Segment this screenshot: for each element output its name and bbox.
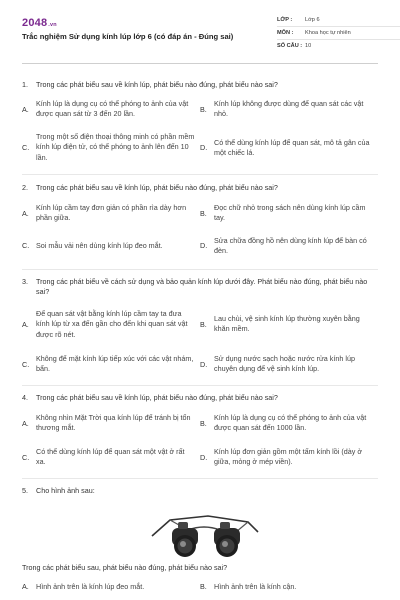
option-letter: C. — [22, 360, 30, 369]
right-lens-tube — [214, 522, 240, 557]
question-number: 3. — [22, 277, 28, 286]
info-key: SỐ CÂU : — [277, 43, 303, 50]
option-letter: D. — [200, 143, 208, 152]
info-value: 10 — [305, 43, 312, 50]
option-letter: C. — [22, 241, 30, 250]
option-letter: A. — [22, 105, 29, 114]
left-lens-tube — [172, 522, 198, 557]
question-number: 4. — [22, 393, 28, 402]
option-letter: B. — [200, 320, 207, 329]
info-row-count — [277, 40, 400, 53]
option-text: Có thể dùng kính lúp để quan sát một vật ở rất xa. — [36, 447, 185, 467]
info-value: Lớp 6 — [305, 16, 320, 23]
logo-text: 2048 — [22, 17, 48, 29]
option-letter: D. — [200, 241, 208, 250]
option-text: Trong một số điện thoại thông minh có phần mềm kính lúp điện tử, có thể phóng to ảnh lên đến 10 lần. — [36, 132, 195, 162]
option-text: Lau chùi, vệ sinh kính lúp thường xuyên bằng khăn mềm. — [214, 314, 360, 334]
option-letter: A. — [22, 582, 29, 591]
option-text: Kính lúp không được dùng để quan sát các vật nhỏ. — [214, 99, 364, 119]
option-text: Có thể dùng kính lúp để quan sát, mô tả gân của một chiếc lá. — [214, 138, 370, 158]
question-number: 5. — [22, 486, 28, 495]
site-logo[interactable] — [22, 16, 57, 32]
option-text: Sửa chữa đồng hồ nên dùng kính lúp để bàn có đèn. — [214, 236, 367, 256]
document-info — [277, 14, 400, 53]
magnifier-glasses-image — [148, 506, 260, 562]
question-text: Trong các phát biểu sau về kính lúp, phát biểu nào đúng, phát biểu nào sai? — [36, 80, 278, 89]
document-title: Trắc nghiệm Sử dụng kính lúp lớp 6 (có đáp án - Đúng sai) — [22, 32, 234, 41]
option-letter: D. — [200, 453, 208, 462]
info-row-subject — [277, 27, 400, 40]
option-letter: B. — [200, 419, 207, 428]
option-text: Đọc chữ nhỏ trong sách nên dùng kính lúp cầm tay. — [214, 203, 366, 223]
option-letter: C. — [22, 143, 30, 152]
glasses-frame — [152, 516, 258, 536]
option-text: Không nhìn Mặt Trời qua kính lúp để tránh bị tổn thương mắt. — [36, 413, 191, 433]
question-number: 1. — [22, 80, 28, 89]
option-letter: A. — [22, 419, 29, 428]
option-text: Không để mặt kính lúp tiếp xúc với các vật nhám, bẩn. — [36, 354, 194, 374]
divider — [22, 385, 378, 386]
info-key: MÔN : — [277, 29, 294, 36]
option-text: Kính lúp là dụng cụ có thể phóng to ảnh của vật được quan sát từ 3 đến 20 lần. — [36, 99, 189, 119]
info-row-class — [277, 14, 400, 27]
option-letter: B. — [200, 582, 207, 591]
question-text: Trong các phát biểu sau về kính lúp, phát biểu nào đúng, phát biểu nào sai? — [36, 183, 278, 192]
option-text: Soi mẫu vải nên dùng kính lúp đeo mắt. — [36, 241, 163, 250]
option-letter: D. — [200, 360, 208, 369]
option-text: Kính lúp đơn giản gồm một tấm kính lồi (dày ở giữa, mỏng ở mép viền). — [214, 447, 363, 467]
option-letter: A. — [22, 320, 29, 329]
divider — [22, 174, 378, 175]
question-text: Cho hình ảnh sau: — [36, 486, 95, 495]
option-text: Hình ảnh trên là kính lúp đeo mắt. — [36, 582, 145, 591]
option-text: Hình ảnh trên là kính cận. — [214, 582, 297, 591]
info-value: Khoa học tự nhiên — [305, 29, 351, 36]
logo-suffix: .vn — [48, 22, 57, 28]
option-letter: B. — [200, 105, 207, 114]
option-text: Kính lúp là dụng cụ có thể phóng to ảnh của vật được quan sát đến 1000 lần. — [214, 413, 367, 433]
option-letter: A. — [22, 209, 29, 218]
option-text: Kính lúp cầm tay đơn giản có phần rìa dày hơn phần giữa. — [36, 203, 187, 223]
option-letter: B. — [200, 209, 207, 218]
question-subtext: Trong các phát biểu sau, phát biểu nào đúng, phát biểu nào sai? — [22, 563, 228, 572]
option-letter: C. — [22, 453, 30, 462]
question-text: Trong các phát biểu về cách sử dụng và bảo quản kính lúp dưới đây. Phát biểu nào đúng, phát biểu nào sai? — [36, 277, 368, 297]
divider — [22, 478, 378, 479]
question-number: 2. — [22, 183, 28, 192]
question-text: Trong các phát biểu sau về kính lúp, phát biểu nào đúng, phát biểu nào sai? — [36, 393, 278, 402]
divider — [22, 269, 378, 270]
option-text: Để quan sát vật bằng kính lúp cầm tay ta đưa kính lúp từ xa đến gần cho đến khi quan sát vật được rõ nét. — [36, 309, 188, 339]
info-key: LỚP : — [277, 16, 293, 23]
option-text: Sử dụng nước sạch hoặc nước rửa kính lúp chuyên dụng để vệ sinh kính lúp. — [214, 354, 355, 374]
document-header — [22, 0, 378, 64]
